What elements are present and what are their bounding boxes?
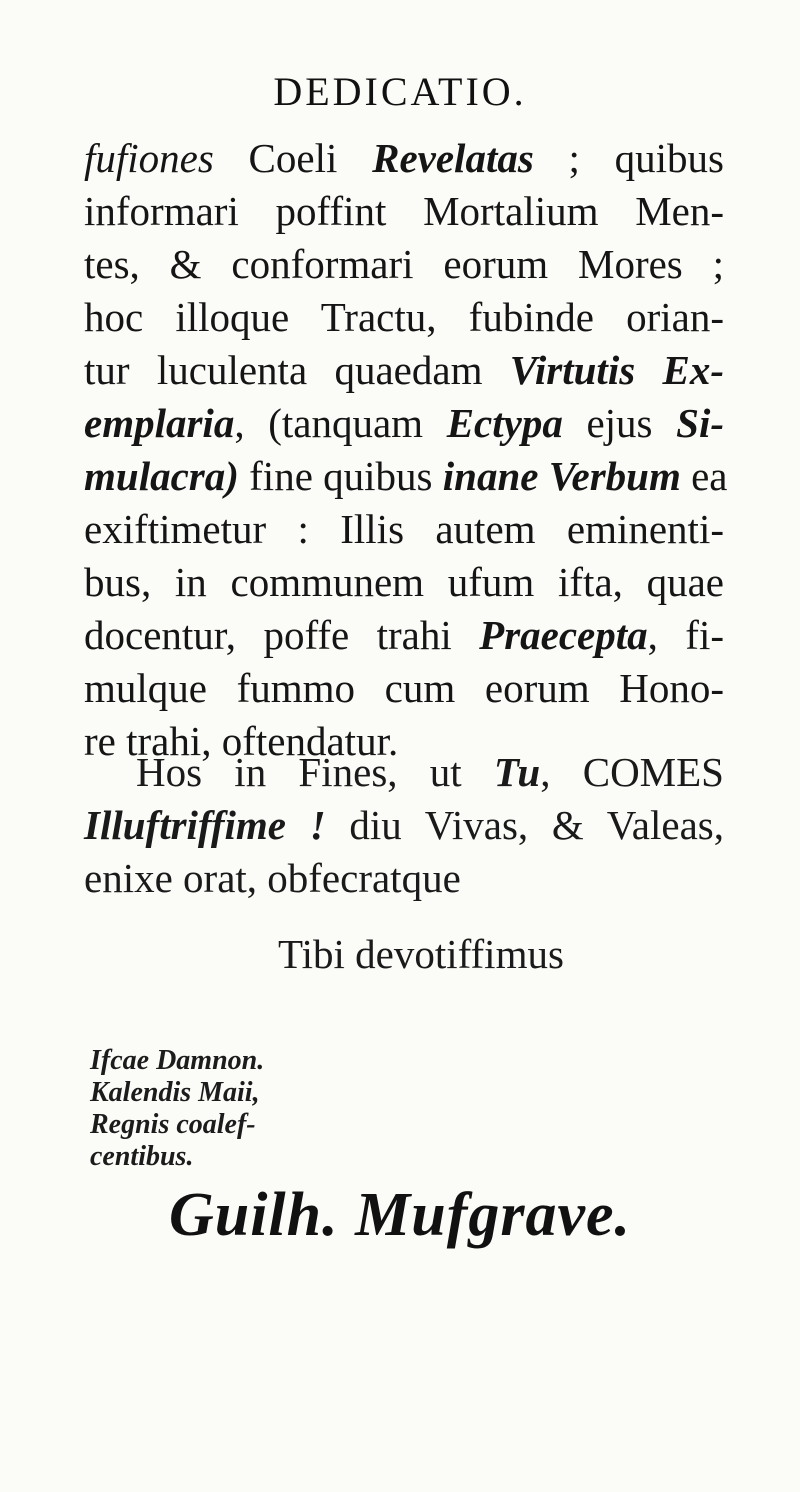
emphasis-word: Si- <box>676 400 724 446</box>
text-line: hoc illoque Tractu, fubinde orian- <box>84 294 724 340</box>
dedication-paragraph-1 <box>84 132 728 768</box>
page-header: DEDICATIO. <box>273 69 527 114</box>
text-span: ejus <box>562 400 677 446</box>
text-span: , fi- <box>647 612 724 658</box>
emphasis-word: emplaria <box>84 400 235 446</box>
text-line: bus, in communem ufum ifta, quae <box>84 559 724 605</box>
dateline-line: Ifcae Damnon. <box>90 1045 265 1076</box>
dedication-paragraph-2 <box>84 746 724 905</box>
text-line <box>84 609 724 662</box>
text-line: enixe orat, obfecratque <box>84 855 461 901</box>
emphasis-word: inane Verbum <box>442 453 681 499</box>
text-span: diu Vivas, & Valeas, <box>325 802 725 848</box>
text-line: tes, & conformari eorum Mores ; <box>84 241 724 287</box>
dateline-line: Regnis coalef- <box>90 1109 256 1140</box>
text-line: exiftimetur : Illis autem eminenti- <box>84 506 724 552</box>
emphasis-word: Ectypa <box>446 400 563 446</box>
text-span: , (tanquam <box>234 400 447 446</box>
signature: Guilh. Mufgrave. <box>168 1181 632 1249</box>
text-span: fine quibus <box>238 453 443 499</box>
text-span: Coeli <box>213 135 373 181</box>
emphasis-word: mulacra) <box>84 453 239 499</box>
dateline-line: centibus. <box>90 1141 194 1172</box>
text-line <box>84 450 728 503</box>
text-span: docentur, poffe trahi <box>84 612 480 658</box>
text-span: tur luculenta quaedam <box>84 347 510 393</box>
text-span: ; quibus <box>533 135 724 181</box>
text-line <box>84 397 724 450</box>
text-line: mulque fummo cum eorum Hono- <box>84 665 724 711</box>
text-line <box>84 132 724 185</box>
emphasis-word: Tu <box>493 749 541 795</box>
text-line <box>84 746 724 799</box>
text-line <box>84 799 724 852</box>
emphasis-word: Virtutis Ex- <box>509 347 724 393</box>
text-line <box>84 344 724 397</box>
dateline-line: Kalendis Maii, <box>90 1077 260 1108</box>
dateline <box>90 1045 264 1173</box>
italic-word: fufiones <box>84 135 214 181</box>
text-span: Hos in Fines, ut <box>136 749 494 795</box>
closing-salutation: Tibi devotiffimus <box>278 931 564 977</box>
text-line: informari poffint Mortalium Men- <box>84 188 724 234</box>
text-span: , COMES <box>540 749 724 795</box>
emphasis-word: Illuftriffime ! <box>84 802 326 848</box>
emphasis-word: Revelatas <box>372 135 534 181</box>
text-span: ea <box>680 453 728 499</box>
text-line: re trahi, oftendatur. <box>84 718 399 764</box>
emphasis-word: Praecepta <box>479 612 648 658</box>
